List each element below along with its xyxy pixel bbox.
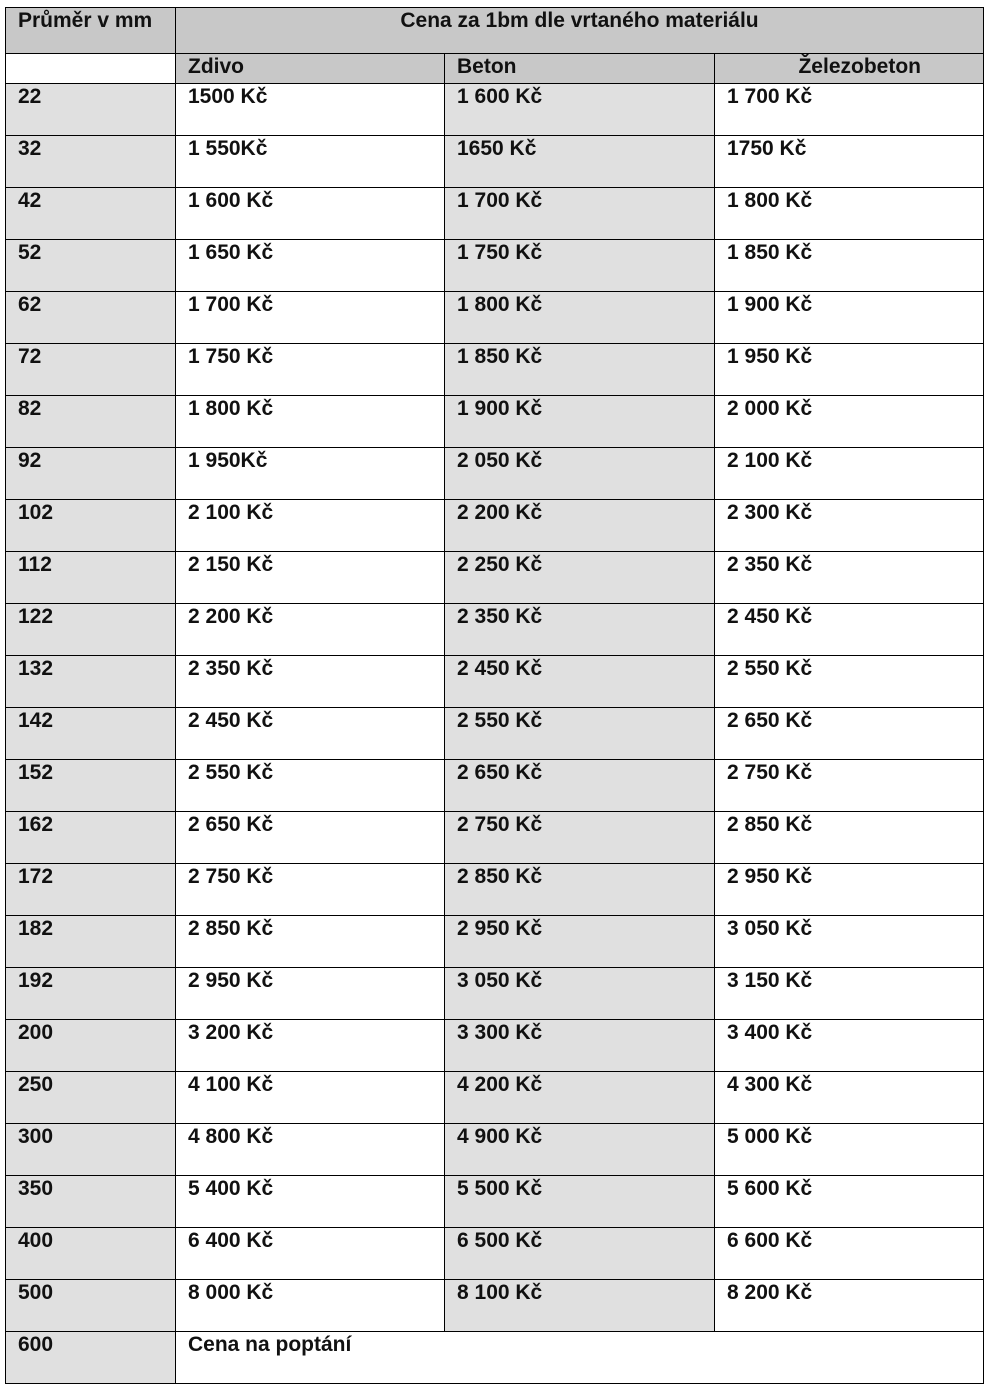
price-reinforced-cell: 1 950 Kč [715, 344, 984, 396]
header-col-concrete: Beton [445, 54, 715, 84]
diameter-cell: 122 [6, 604, 176, 656]
price-brick-cell: 2 550 Kč [176, 760, 445, 812]
table-row [6, 1280, 984, 1332]
price-concrete-cell: 8 100 Kč [445, 1280, 715, 1332]
price-concrete-cell: 2 050 Kč [445, 448, 715, 500]
price-reinforced-cell: 2 850 Kč [715, 812, 984, 864]
diameter-cell: 600 [6, 1332, 176, 1384]
price-brick-cell: 1 600 Kč [176, 188, 445, 240]
price-reinforced-cell: 2 300 Kč [715, 500, 984, 552]
price-concrete-cell: 3 050 Kč [445, 968, 715, 1020]
price-brick-cell: 1 650 Kč [176, 240, 445, 292]
price-concrete-cell: 1 850 Kč [445, 344, 715, 396]
price-concrete-cell: 2 450 Kč [445, 656, 715, 708]
price-concrete-cell: 4 200 Kč [445, 1072, 715, 1124]
table-row-last [6, 1332, 984, 1384]
price-reinforced-cell: 1 700 Kč [715, 84, 984, 136]
price-brick-cell: 2 350 Kč [176, 656, 445, 708]
price-concrete-cell: 2 650 Kč [445, 760, 715, 812]
price-brick-cell: 1 950Kč [176, 448, 445, 500]
diameter-cell: 250 [6, 1072, 176, 1124]
price-brick-cell: 1 550Kč [176, 136, 445, 188]
price-brick-cell: 4 800 Kč [176, 1124, 445, 1176]
header-diameter: Průměr v mm [6, 8, 176, 54]
price-concrete-cell: 1 750 Kč [445, 240, 715, 292]
diameter-cell: 112 [6, 552, 176, 604]
price-table [5, 7, 984, 1384]
price-concrete-cell: 1 800 Kč [445, 292, 715, 344]
diameter-cell: 52 [6, 240, 176, 292]
price-reinforced-cell: 2 550 Kč [715, 656, 984, 708]
price-reinforced-cell: 1750 Kč [715, 136, 984, 188]
table-row [6, 500, 984, 552]
price-concrete-cell: 2 550 Kč [445, 708, 715, 760]
price-brick-cell: 6 400 Kč [176, 1228, 445, 1280]
header-row-materials [6, 54, 984, 84]
header-empty-cell [6, 54, 176, 84]
table-row [6, 1176, 984, 1228]
price-reinforced-cell: 3 050 Kč [715, 916, 984, 968]
price-reinforced-cell: 3 400 Kč [715, 1020, 984, 1072]
price-reinforced-cell: 8 200 Kč [715, 1280, 984, 1332]
price-brick-cell: 1 800 Kč [176, 396, 445, 448]
header-col-reinforced: Železobeton [715, 54, 984, 84]
price-concrete-cell: 2 250 Kč [445, 552, 715, 604]
price-reinforced-cell: 4 300 Kč [715, 1072, 984, 1124]
price-concrete-cell: 4 900 Kč [445, 1124, 715, 1176]
diameter-cell: 82 [6, 396, 176, 448]
header-col-brick: Zdivo [176, 54, 445, 84]
table-row [6, 864, 984, 916]
table-row [6, 344, 984, 396]
table-row [6, 136, 984, 188]
price-concrete-cell: 1650 Kč [445, 136, 715, 188]
price-concrete-cell: 6 500 Kč [445, 1228, 715, 1280]
price-table-body [6, 8, 984, 1384]
diameter-cell: 22 [6, 84, 176, 136]
table-row [6, 84, 984, 136]
diameter-cell: 72 [6, 344, 176, 396]
price-concrete-cell: 2 750 Kč [445, 812, 715, 864]
header-price-title: Cena za 1bm dle vrtaného materiálu [176, 8, 984, 54]
diameter-cell: 62 [6, 292, 176, 344]
price-brick-cell: 2 150 Kč [176, 552, 445, 604]
price-concrete-cell: 1 900 Kč [445, 396, 715, 448]
price-reinforced-cell: 5 000 Kč [715, 1124, 984, 1176]
price-reinforced-cell: 1 900 Kč [715, 292, 984, 344]
price-brick-cell: 4 100 Kč [176, 1072, 445, 1124]
price-reinforced-cell: 2 000 Kč [715, 396, 984, 448]
diameter-cell: 42 [6, 188, 176, 240]
diameter-cell: 300 [6, 1124, 176, 1176]
price-concrete-cell: 1 600 Kč [445, 84, 715, 136]
table-row [6, 1072, 984, 1124]
diameter-cell: 32 [6, 136, 176, 188]
price-concrete-cell: 2 850 Kč [445, 864, 715, 916]
diameter-cell: 400 [6, 1228, 176, 1280]
header-row-primary [6, 8, 984, 54]
price-reinforced-cell: 5 600 Kč [715, 1176, 984, 1228]
table-row [6, 292, 984, 344]
price-concrete-cell: 5 500 Kč [445, 1176, 715, 1228]
table-row [6, 396, 984, 448]
diameter-cell: 132 [6, 656, 176, 708]
price-brick-cell: 2 450 Kč [176, 708, 445, 760]
table-row [6, 656, 984, 708]
price-brick-cell: 2 950 Kč [176, 968, 445, 1020]
diameter-cell: 192 [6, 968, 176, 1020]
price-on-request-note: Cena na poptání [176, 1332, 984, 1384]
price-brick-cell: 3 200 Kč [176, 1020, 445, 1072]
table-row [6, 708, 984, 760]
table-row [6, 1228, 984, 1280]
price-brick-cell: 8 000 Kč [176, 1280, 445, 1332]
price-reinforced-cell: 2 650 Kč [715, 708, 984, 760]
diameter-cell: 500 [6, 1280, 176, 1332]
diameter-cell: 182 [6, 916, 176, 968]
table-row [6, 1124, 984, 1176]
diameter-cell: 152 [6, 760, 176, 812]
price-brick-cell: 2 750 Kč [176, 864, 445, 916]
price-brick-cell: 1 700 Kč [176, 292, 445, 344]
price-reinforced-cell: 2 100 Kč [715, 448, 984, 500]
diameter-cell: 102 [6, 500, 176, 552]
price-concrete-cell: 3 300 Kč [445, 1020, 715, 1072]
table-row [6, 188, 984, 240]
price-reinforced-cell: 1 800 Kč [715, 188, 984, 240]
table-row [6, 916, 984, 968]
table-row [6, 448, 984, 500]
price-concrete-cell: 1 700 Kč [445, 188, 715, 240]
table-row [6, 812, 984, 864]
price-brick-cell: 2 650 Kč [176, 812, 445, 864]
diameter-cell: 200 [6, 1020, 176, 1072]
diameter-cell: 92 [6, 448, 176, 500]
diameter-cell: 350 [6, 1176, 176, 1228]
price-reinforced-cell: 2 450 Kč [715, 604, 984, 656]
price-brick-cell: 2 850 Kč [176, 916, 445, 968]
price-reinforced-cell: 2 950 Kč [715, 864, 984, 916]
table-row [6, 552, 984, 604]
diameter-cell: 172 [6, 864, 176, 916]
table-row [6, 604, 984, 656]
price-reinforced-cell: 3 150 Kč [715, 968, 984, 1020]
table-row [6, 1020, 984, 1072]
table-row [6, 968, 984, 1020]
table-row [6, 760, 984, 812]
price-concrete-cell: 2 350 Kč [445, 604, 715, 656]
price-brick-cell: 1 750 Kč [176, 344, 445, 396]
table-row [6, 240, 984, 292]
price-brick-cell: 5 400 Kč [176, 1176, 445, 1228]
price-concrete-cell: 2 950 Kč [445, 916, 715, 968]
price-concrete-cell: 2 200 Kč [445, 500, 715, 552]
diameter-cell: 142 [6, 708, 176, 760]
price-reinforced-cell: 2 750 Kč [715, 760, 984, 812]
price-brick-cell: 2 100 Kč [176, 500, 445, 552]
price-reinforced-cell: 2 350 Kč [715, 552, 984, 604]
price-reinforced-cell: 6 600 Kč [715, 1228, 984, 1280]
diameter-cell: 162 [6, 812, 176, 864]
price-reinforced-cell: 1 850 Kč [715, 240, 984, 292]
price-brick-cell: 1500 Kč [176, 84, 445, 136]
price-brick-cell: 2 200 Kč [176, 604, 445, 656]
